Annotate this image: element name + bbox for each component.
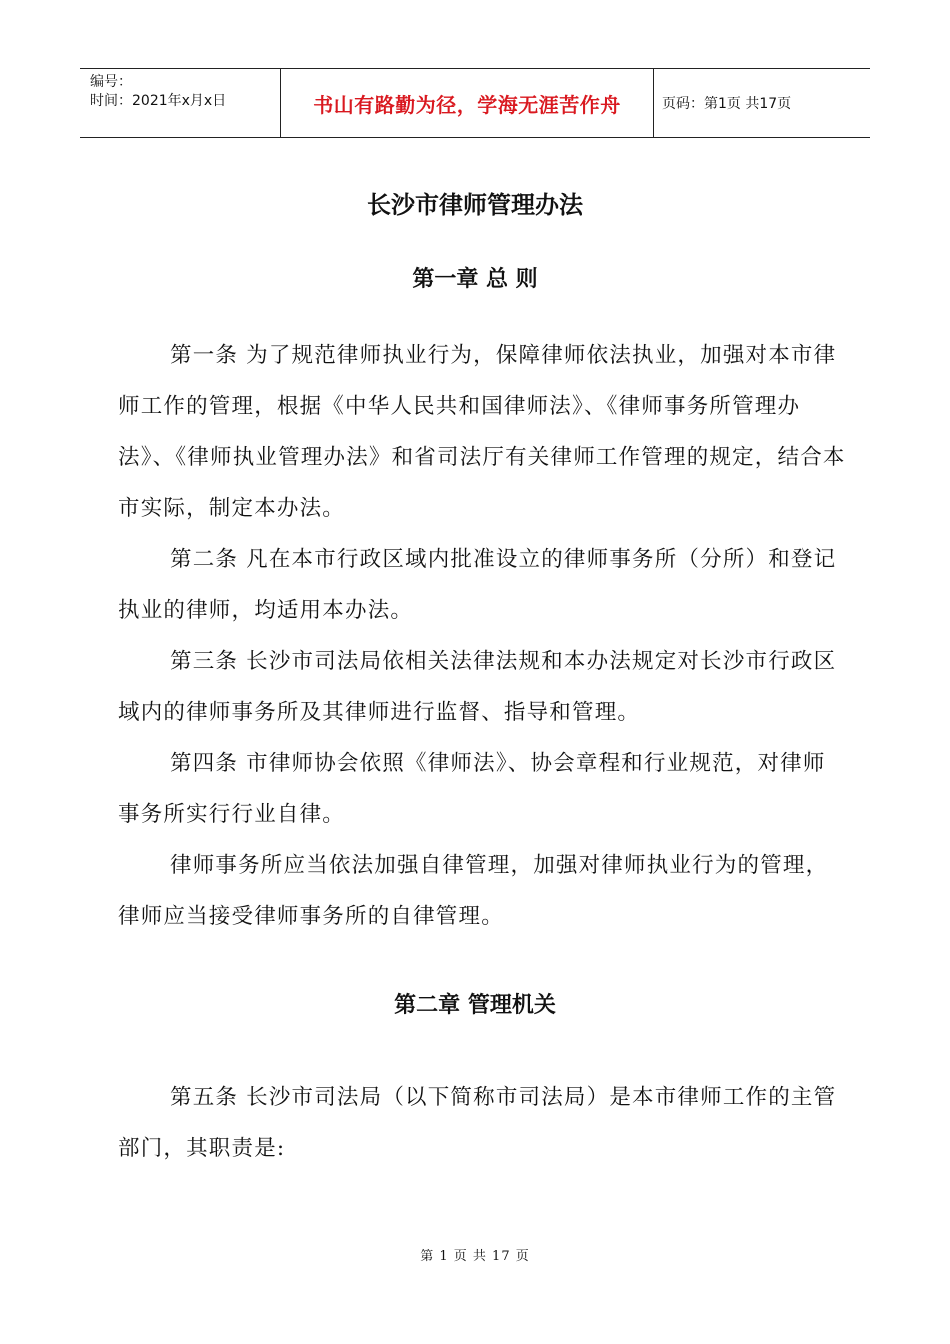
doc-number-label: 编号： [90,74,132,90]
header-page-info: 页码：第1页 共17页 [662,96,792,112]
article-3: 第三条 长沙市司法局依相关法律法规和本办法规定对长沙市行政区域内的律师事务所及其律师进行监督、指导和管理。 [118,649,837,725]
header-motto: 书山有路勤为径，学海无涯苦作舟 [281,69,654,137]
article-4: 第四条 市律师协会依照《律师法》、协会章程和行业规范，对律师事务所实行行业自律。 [118,751,826,827]
document-title: 长沙市律师管理办法 [367,191,583,219]
doc-time-label: 时间：2021年x月x日 [90,93,227,109]
chapter-1-title: 第一章 总 则 [412,267,538,292]
article-1: 第一条 为了规范律师执业行为，保障律师依法执业，加强对本市律师工作的管理，根据《中华人民共和国律师法》、《律师事务所管理办法》、《律师执业管理办法》和省司法厅有关律师工作管理的规定，结合本市实际，制定本办法。 [118,343,846,521]
article-2: 第二条 凡在本市行政区域内批准设立的律师事务所（分所）和登记执业的律师，均适用本办法。 [118,547,837,623]
header-meta-cell [80,69,281,137]
article-5: 第五条 长沙市司法局（以下简称市司法局）是本市律师工作的主管部门，其职责是: [118,1085,837,1161]
page-footer: 第 1 页 共 17 页 [420,1249,530,1264]
paragraph-self-discipline: 律师事务所应当依法加强自律管理，加强对律师执业行为的管理，律师应当接受律师事务所的自律管理。 [118,853,829,929]
chapter-2-title: 第二章 管理机关 [394,993,556,1018]
header-table [80,68,870,138]
